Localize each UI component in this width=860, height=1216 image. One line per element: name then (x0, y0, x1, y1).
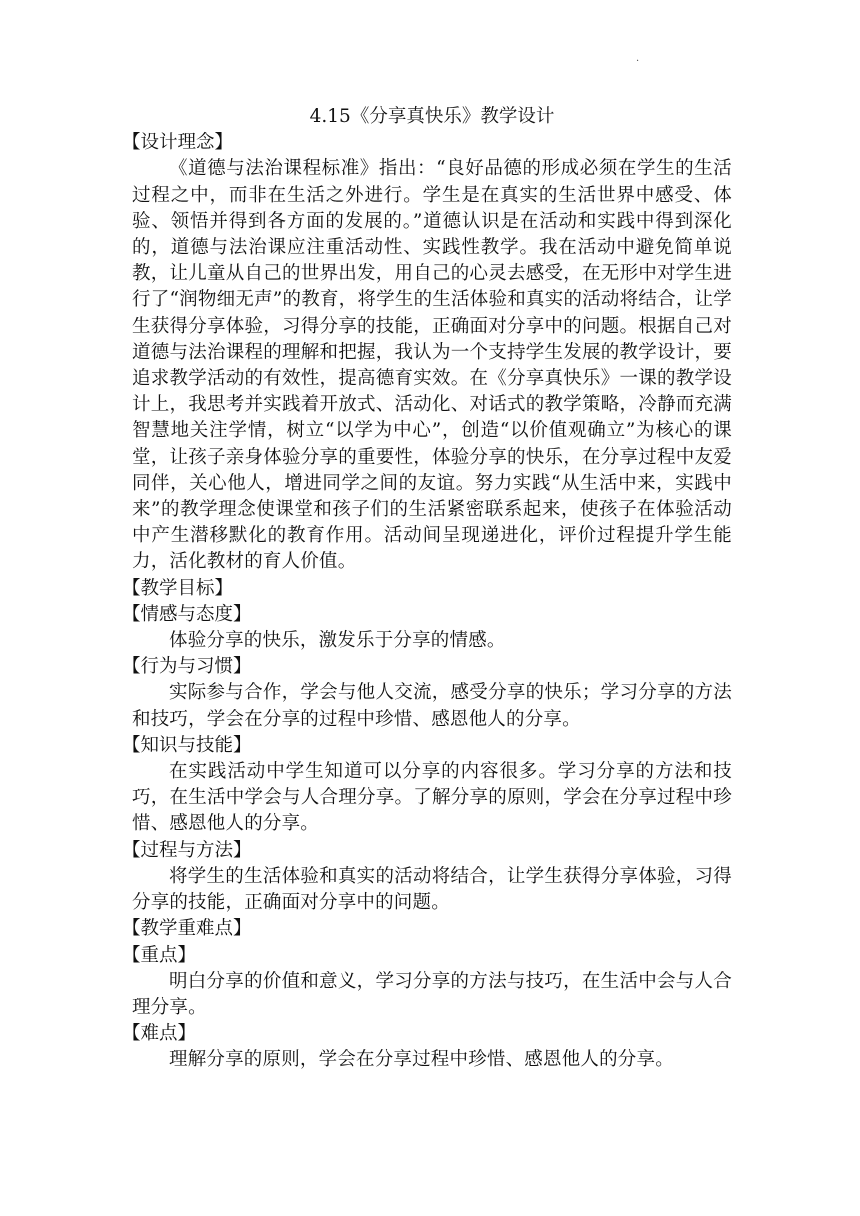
paragraph-design-concept: 《道德与法治课程标准》指出：“良好品德的形成必须在学生的生活过程之中，而非在生活之外进行。学生是在真实的生活世界中感受、体验、领悟并得到各方面的发展的。”道德认识是在活动和实践中得到深化的，道德与法治课应注重活动性、实践性教学。我在活动中避免简单说教，让儿童从自己的世界出发，用自己的心灵去感受，在无形中对学生进行了“润物细无声”的教育，将学生的生活体验和真实的活动将结合，让学生获得分享体验，习得分享的技能，正确面对分享中的问题。根据自己对道德与法治课程的理解和把握，我认为一个支持学生发展的教学设计，要追求教学活动的有效性，提高德育实效。在《分享真快乐》一课的教学设计上，我思考并实践着开放式、活动化、对话式的教学策略，冷静而充满智慧地关注学情，树立“以学为中心”，创造“以价值观确立”为核心的课堂，让孩子亲身体验分享的重要性，体验分享的快乐，在分享过程中友爱同伴，关心他人，增进同学之间的友谊。努力实践“从生活中来，实践中来”的教学理念使课堂和孩子们的生活紧密联系起来，使孩子在体验活动中产生潜移默化的教育作用。活动间呈现递进化，评价过程提升学生能力，活化教材的育人价值。 (132, 158, 732, 573)
document-content (122, 104, 732, 1074)
paragraph-behavior-habit: 实际参与合作，学会与他人交流，感受分享的快乐；学习分享的方法和技巧，学会在分享的过程中珍惜、感恩他人的分享。 (132, 682, 732, 730)
heading-knowledge-skill: 【知识与技能】 (122, 734, 252, 756)
paragraph-difficult-point: 理解分享的原则，学会在分享过程中珍惜、感恩他人的分享。 (169, 1049, 674, 1071)
paragraph-key-point: 明白分享的价值和意义，学习分享的方法与技巧，在生活中会与人合理分享。 (132, 970, 732, 1018)
heading-behavior-habit: 【行为与习惯】 (122, 656, 252, 678)
heading-teaching-goals: 【教学目标】 (122, 577, 234, 599)
heading-design-concept: 【设计理念】 (122, 132, 234, 154)
corner-mark: · (636, 56, 640, 67)
heading-process-method: 【过程与方法】 (122, 839, 252, 861)
heading-emotion-attitude: 【情感与态度】 (122, 603, 252, 625)
heading-key-difficult: 【教学重难点】 (122, 918, 252, 940)
paragraph-emotion-attitude: 体验分享的快乐，激发乐于分享的情感。 (169, 630, 506, 652)
heading-difficult-point: 【难点】 (122, 1023, 197, 1045)
paragraph-knowledge-skill: 在实践活动中学生知道可以分享的内容很多。学习分享的方法和技巧，在生活中学会与人合理分享。了解分享的原则，学会在分享过程中珍惜、感恩他人的分享。 (132, 761, 732, 835)
paragraph-process-method: 将学生的生活体验和真实的活动将结合，让学生获得分享体验，习得分享的技能，正确面对分享中的问题。 (132, 865, 732, 914)
heading-key-point: 【重点】 (122, 944, 197, 966)
document-title: 4.15《分享真快乐》教学设计 (309, 106, 555, 127)
